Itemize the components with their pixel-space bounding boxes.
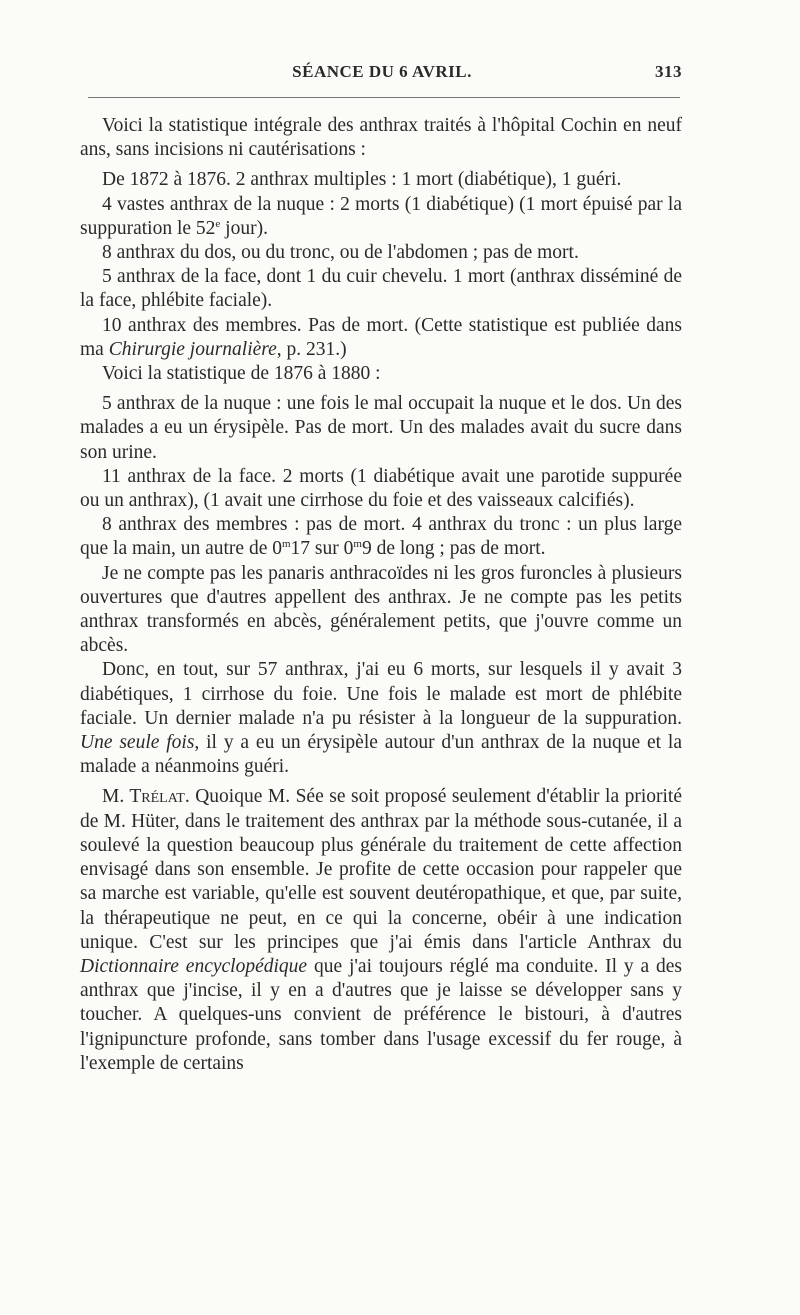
paragraph: 11 anthrax de la face. 2 morts (1 diabétique avait une parotide suppurée ou un anthrax), (1 avait une cirrhose du foie et des vaisseaux calcifiés). [80,465,682,512]
paragraph: 8 anthrax du dos, ou du tronc, ou de l'abdomen ; pas de mort. [102,242,579,264]
body-text [80,114,682,1076]
paragraph: 8 anthrax des membres : pas de mort. 4 anthrax du tronc : un plus large que la main, un autre de 0$^m$17 sur 0$^m$9 de long ; pas de mort. [80,514,682,560]
running-title: SÉANCE DU 6 AVRIL. [292,62,472,81]
paragraph: Donc, en tout, sur 57 anthrax, j'ai eu 6 morts, sur lesquels il y avait 3 diabétiques, 1 cirrhose du foie. Une fois le malade est mort de phlébite faciale. Un dernier malade n'a pu résister à la longueur de la suppuration. Une seule fois, il y a eu un érysipèle autour d'un anthrax de la nuque et la malade a néanmoins guéri. [80,659,682,778]
paragraph: M. Trélat. Quoique M. Sée se soit proposé seulement d'établir la priorité de M. Hüter, dans le traitement des anthrax par la méthode sous-cutanée, il a soulevé la question beaucoup plus générale du traitement de cette affection envisagé dans son ensemble. Je profite de cette occasion pour rappeler que sa marche est variable, qu'elle est souvent deutéropathique, et que, par suite, la thérapeutique ne peut, en ce qui la concerne, obéir à une indication unique. C'est sur les principes que j'ai émis dans l'article Anthrax du Dictionnaire encyclopédique que j'ai toujours réglé ma conduite. Il y a des anthrax que j'incise, il y en a d'autres que je laisse se développer sans y toucher. A quelques-uns convient de préférence le bistouri, à d'autres l'ignipuncture profonde, sans tomber dans l'usage excessif du fer rouge, à l'exemple de certains [80,786,683,1074]
paragraph: 5 anthrax de la nuque : une fois le mal occupait la nuque et le dos. Un des malades a eu un érysipèle. Pas de mort. Un des malades avait du sucre dans son urine. [80,393,682,463]
paragraph: Je ne compte pas les panaris anthracoïdes ni les gros furoncles à plusieurs ouvertures que d'autres appellent des anthrax. Je ne compte pas les petits anthrax transformés en abcès, généralement petits, que j'ouvre comme un abcès. [80,562,682,657]
page-number: 313 [655,62,682,81]
paragraph: Voici la statistique de 1876 à 1880 : [102,363,381,385]
book-title: Dictionnaire encyclopédique [80,955,308,977]
paragraph: De 1872 à 1876. 2 anthrax multiples : 1 mort (diabétique), 1 guéri. [102,169,622,191]
paragraph: Voici la statistique intégrale des anthrax traités à l'hôpital Cochin en neuf ans, sans incisions ni cautérisations : [80,115,682,161]
running-header [82,62,682,88]
paragraph: 5 anthrax de la face, dont 1 du cuir chevelu. 1 mort (anthrax disséminé de la face, phlébite faciale). [80,266,682,312]
header-rule [88,97,680,98]
emphasis: Une seule fois [80,732,195,754]
paragraph: 10 anthrax des membres. Pas de mort. (Cette statistique est publiée dans ma Chirurgie journalière, p. 231.) [80,314,682,360]
book-title: Chirurgie journalière [108,338,277,360]
paragraph: 4 vastes anthrax de la nuque : 2 morts (1 diabétique) (1 mort épuisé par la suppuration le 52e jour). [80,193,682,239]
speaker-name: M. Trélat [102,786,185,808]
